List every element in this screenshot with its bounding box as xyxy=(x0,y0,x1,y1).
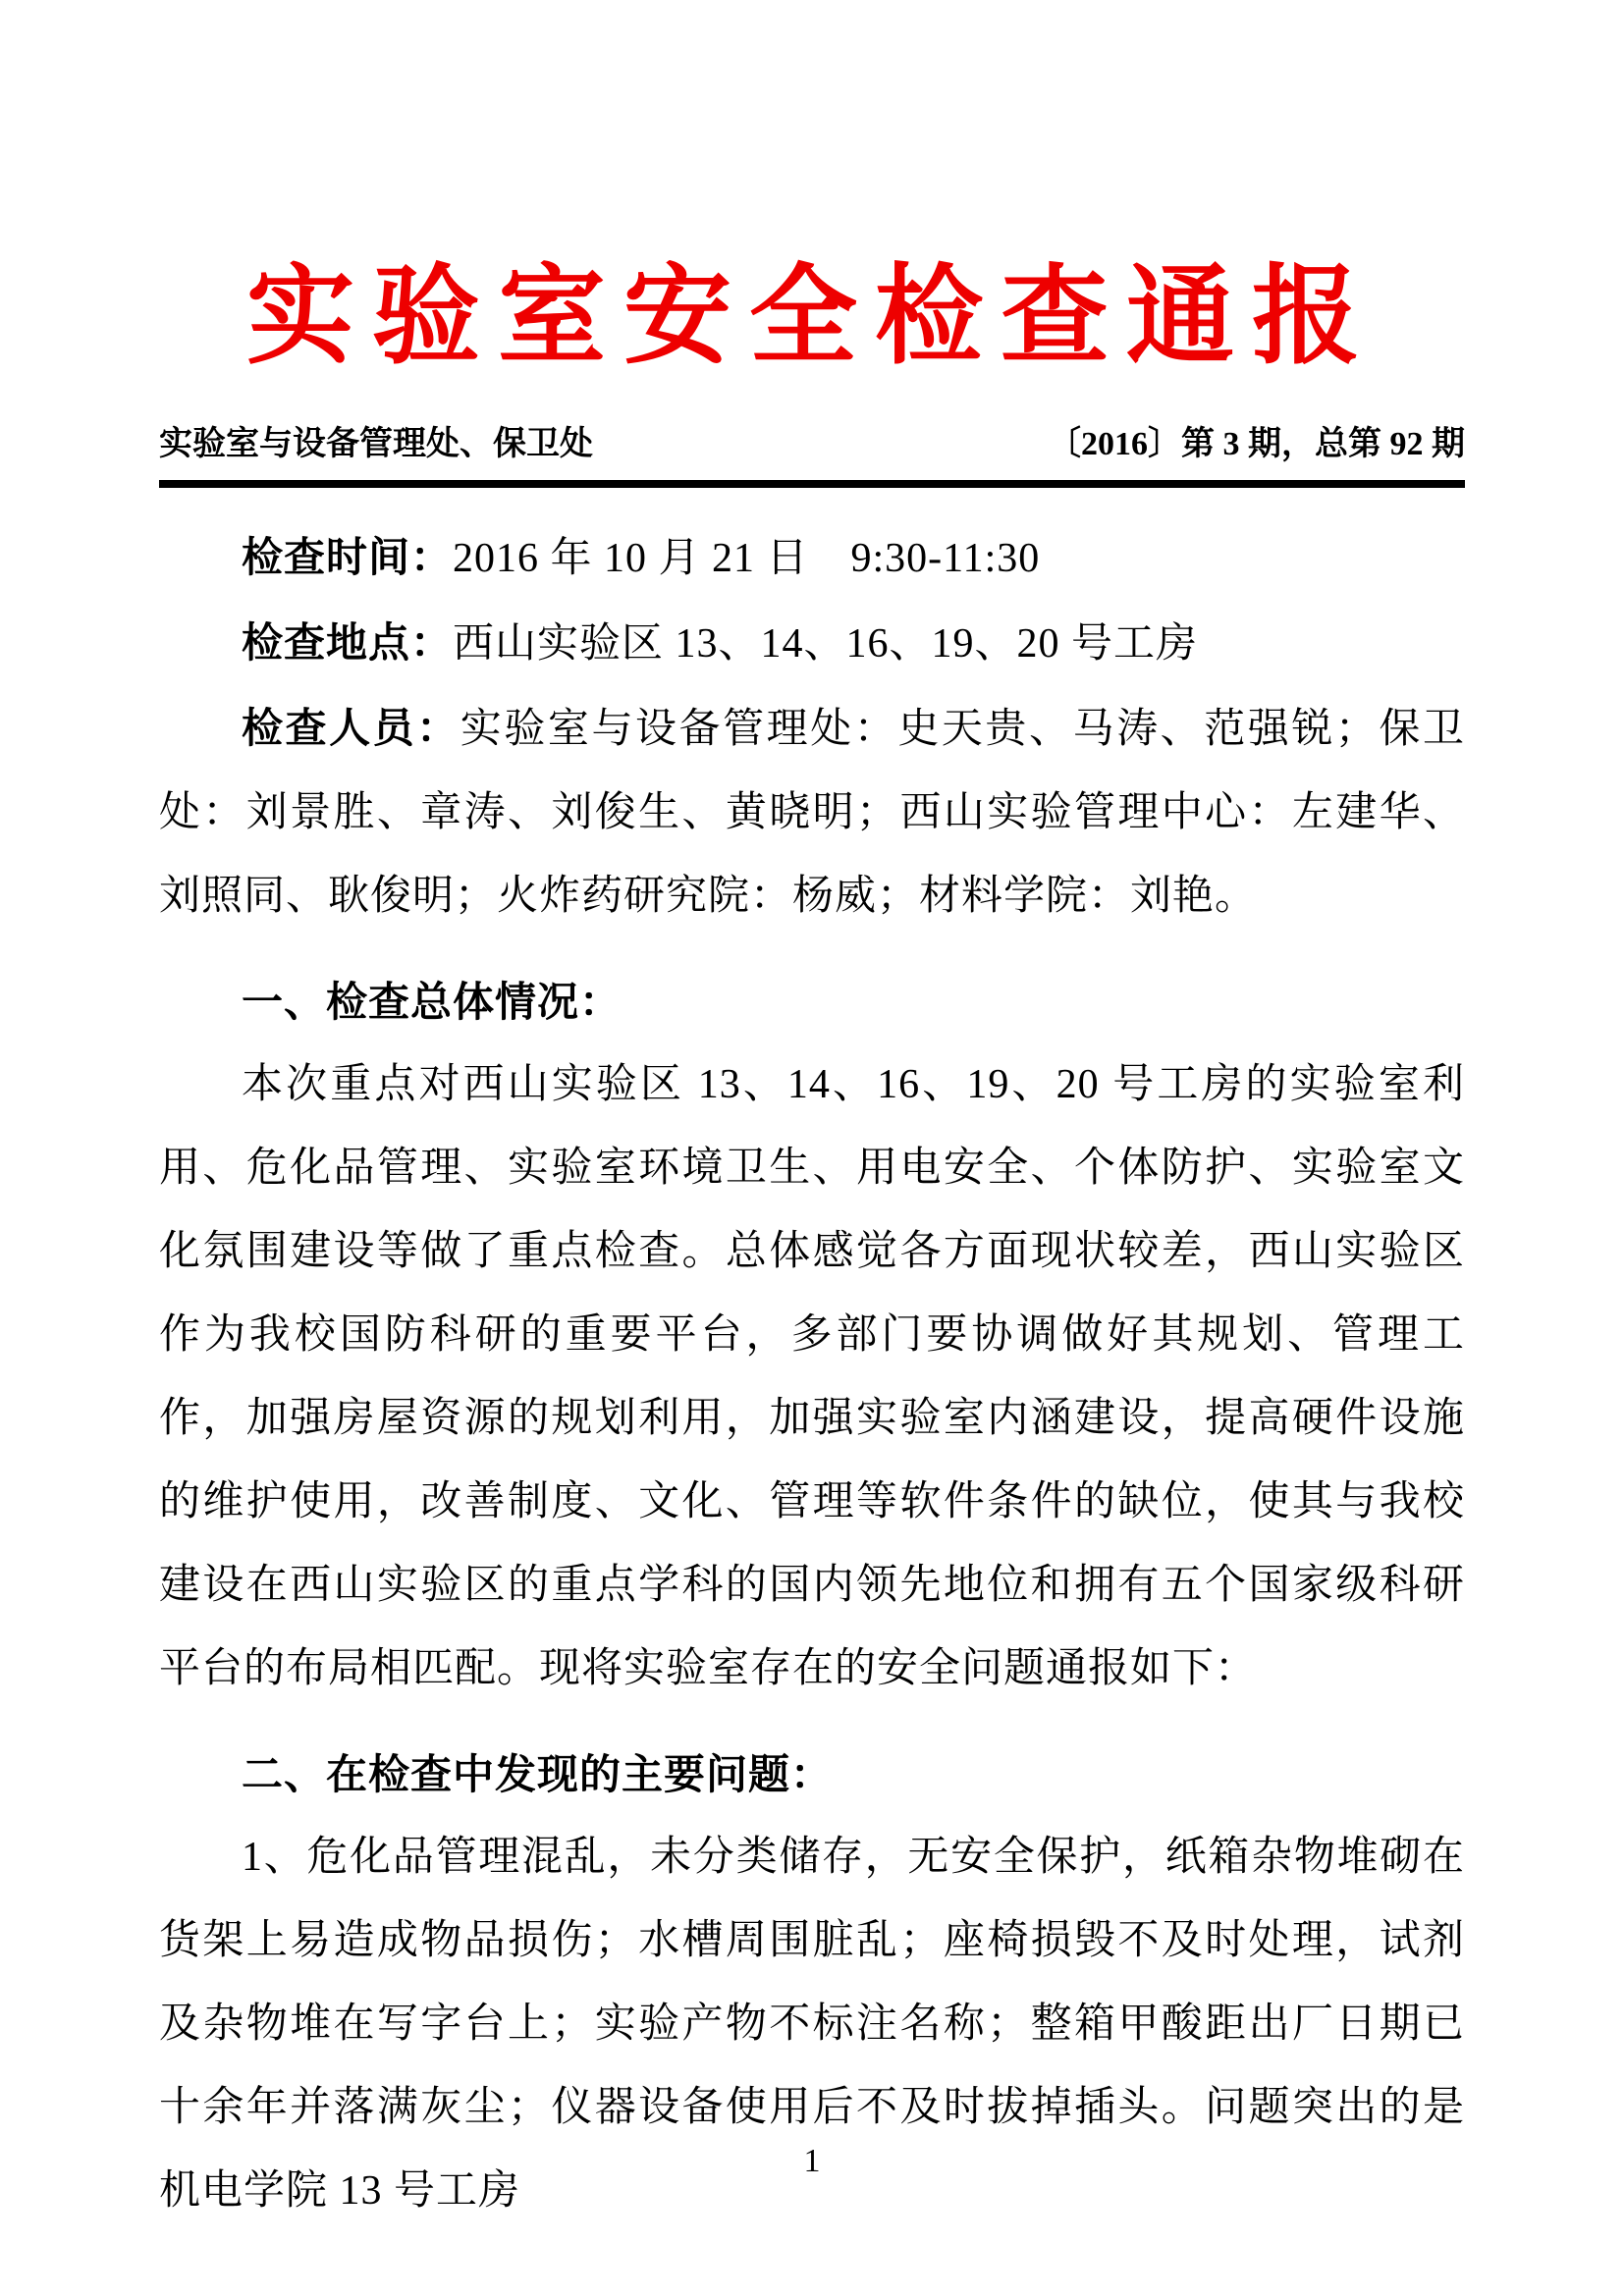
inspection-time-line xyxy=(159,515,1465,601)
section-1-heading: 一、检查总体情况： xyxy=(242,979,623,1025)
page-footer xyxy=(0,2143,1624,2180)
issue-number: 〔2016〕第 3 期，总第 92 期 xyxy=(1048,426,1465,462)
inspection-meta-block xyxy=(159,515,1465,938)
section-1-paragraph: 本次重点对西山实验区 13、14、16、19、20 号工房的实验室利用、危化品管理、实验室环境卫生、用电安全、个体防护、实验室文化氛围建设等做了重点检查。总体感觉各方面现状较差，西山实验区作为我校国防科研的重要平台，多部门要协调做好其规划、管理工作，加强房屋资源的规划利用，加强实验室内涵建设，提高硬件设施的维护使用，改善制度、文化、管理等软件条件的缺位，使其与我校建设在西山实验区的重点学科的国内领先地位和拥有五个国家级科研平台的布局相匹配。现将实验室存在的安全问题通报如下： xyxy=(159,1062,1465,1691)
inspection-staff-label: 检查人员： xyxy=(242,705,460,751)
section-2-paragraph: 1、危化品管理混乱，未分类储存，无安全保护，纸箱杂物堆砌在货架上易造成物品损伤；水槽周围脏乱；座椅损毁不及时处理，试剂及杂物堆在写字台上；实验产物不标注名称；整箱甲酸距出厂日期已十余年并落满灰尘；仪器设备使用后不及时拔掉插头。问题突出的是机电学院 13 号工房 xyxy=(159,1835,1465,2214)
document-content xyxy=(0,243,1624,2233)
header-divider xyxy=(159,480,1465,488)
inspection-time-label: 检查时间： xyxy=(242,534,454,580)
document-title: 实验室安全检查通报 xyxy=(246,257,1378,377)
page-number: 1 xyxy=(803,2143,821,2179)
inspection-location-label: 检查地点： xyxy=(242,619,454,666)
document-masthead-row xyxy=(159,416,1465,464)
section-2-heading: 二、在检查中发现的主要问题： xyxy=(242,1751,834,1797)
inspection-staff-line xyxy=(159,686,1465,938)
inspection-staff-value: 实验室与设备管理处：史天贵、马涛、范强锐；保卫处：刘景胜、章涛、刘俊生、黄晓明；西山实验管理中心：左建华、刘照同、耿俊明；火炸药研究院：杨威；材料学院：刘艳。 xyxy=(159,707,1465,919)
inspection-time-value: 2016 年 10 月 21 日 9:30-11:30 xyxy=(453,536,1041,581)
inspection-location-line xyxy=(159,601,1465,686)
inspection-location-value: 西山实验区 13、14、16、19、20 号工房 xyxy=(453,621,1199,667)
issuing-department: 实验室与设备管理处、保卫处 xyxy=(159,426,593,462)
